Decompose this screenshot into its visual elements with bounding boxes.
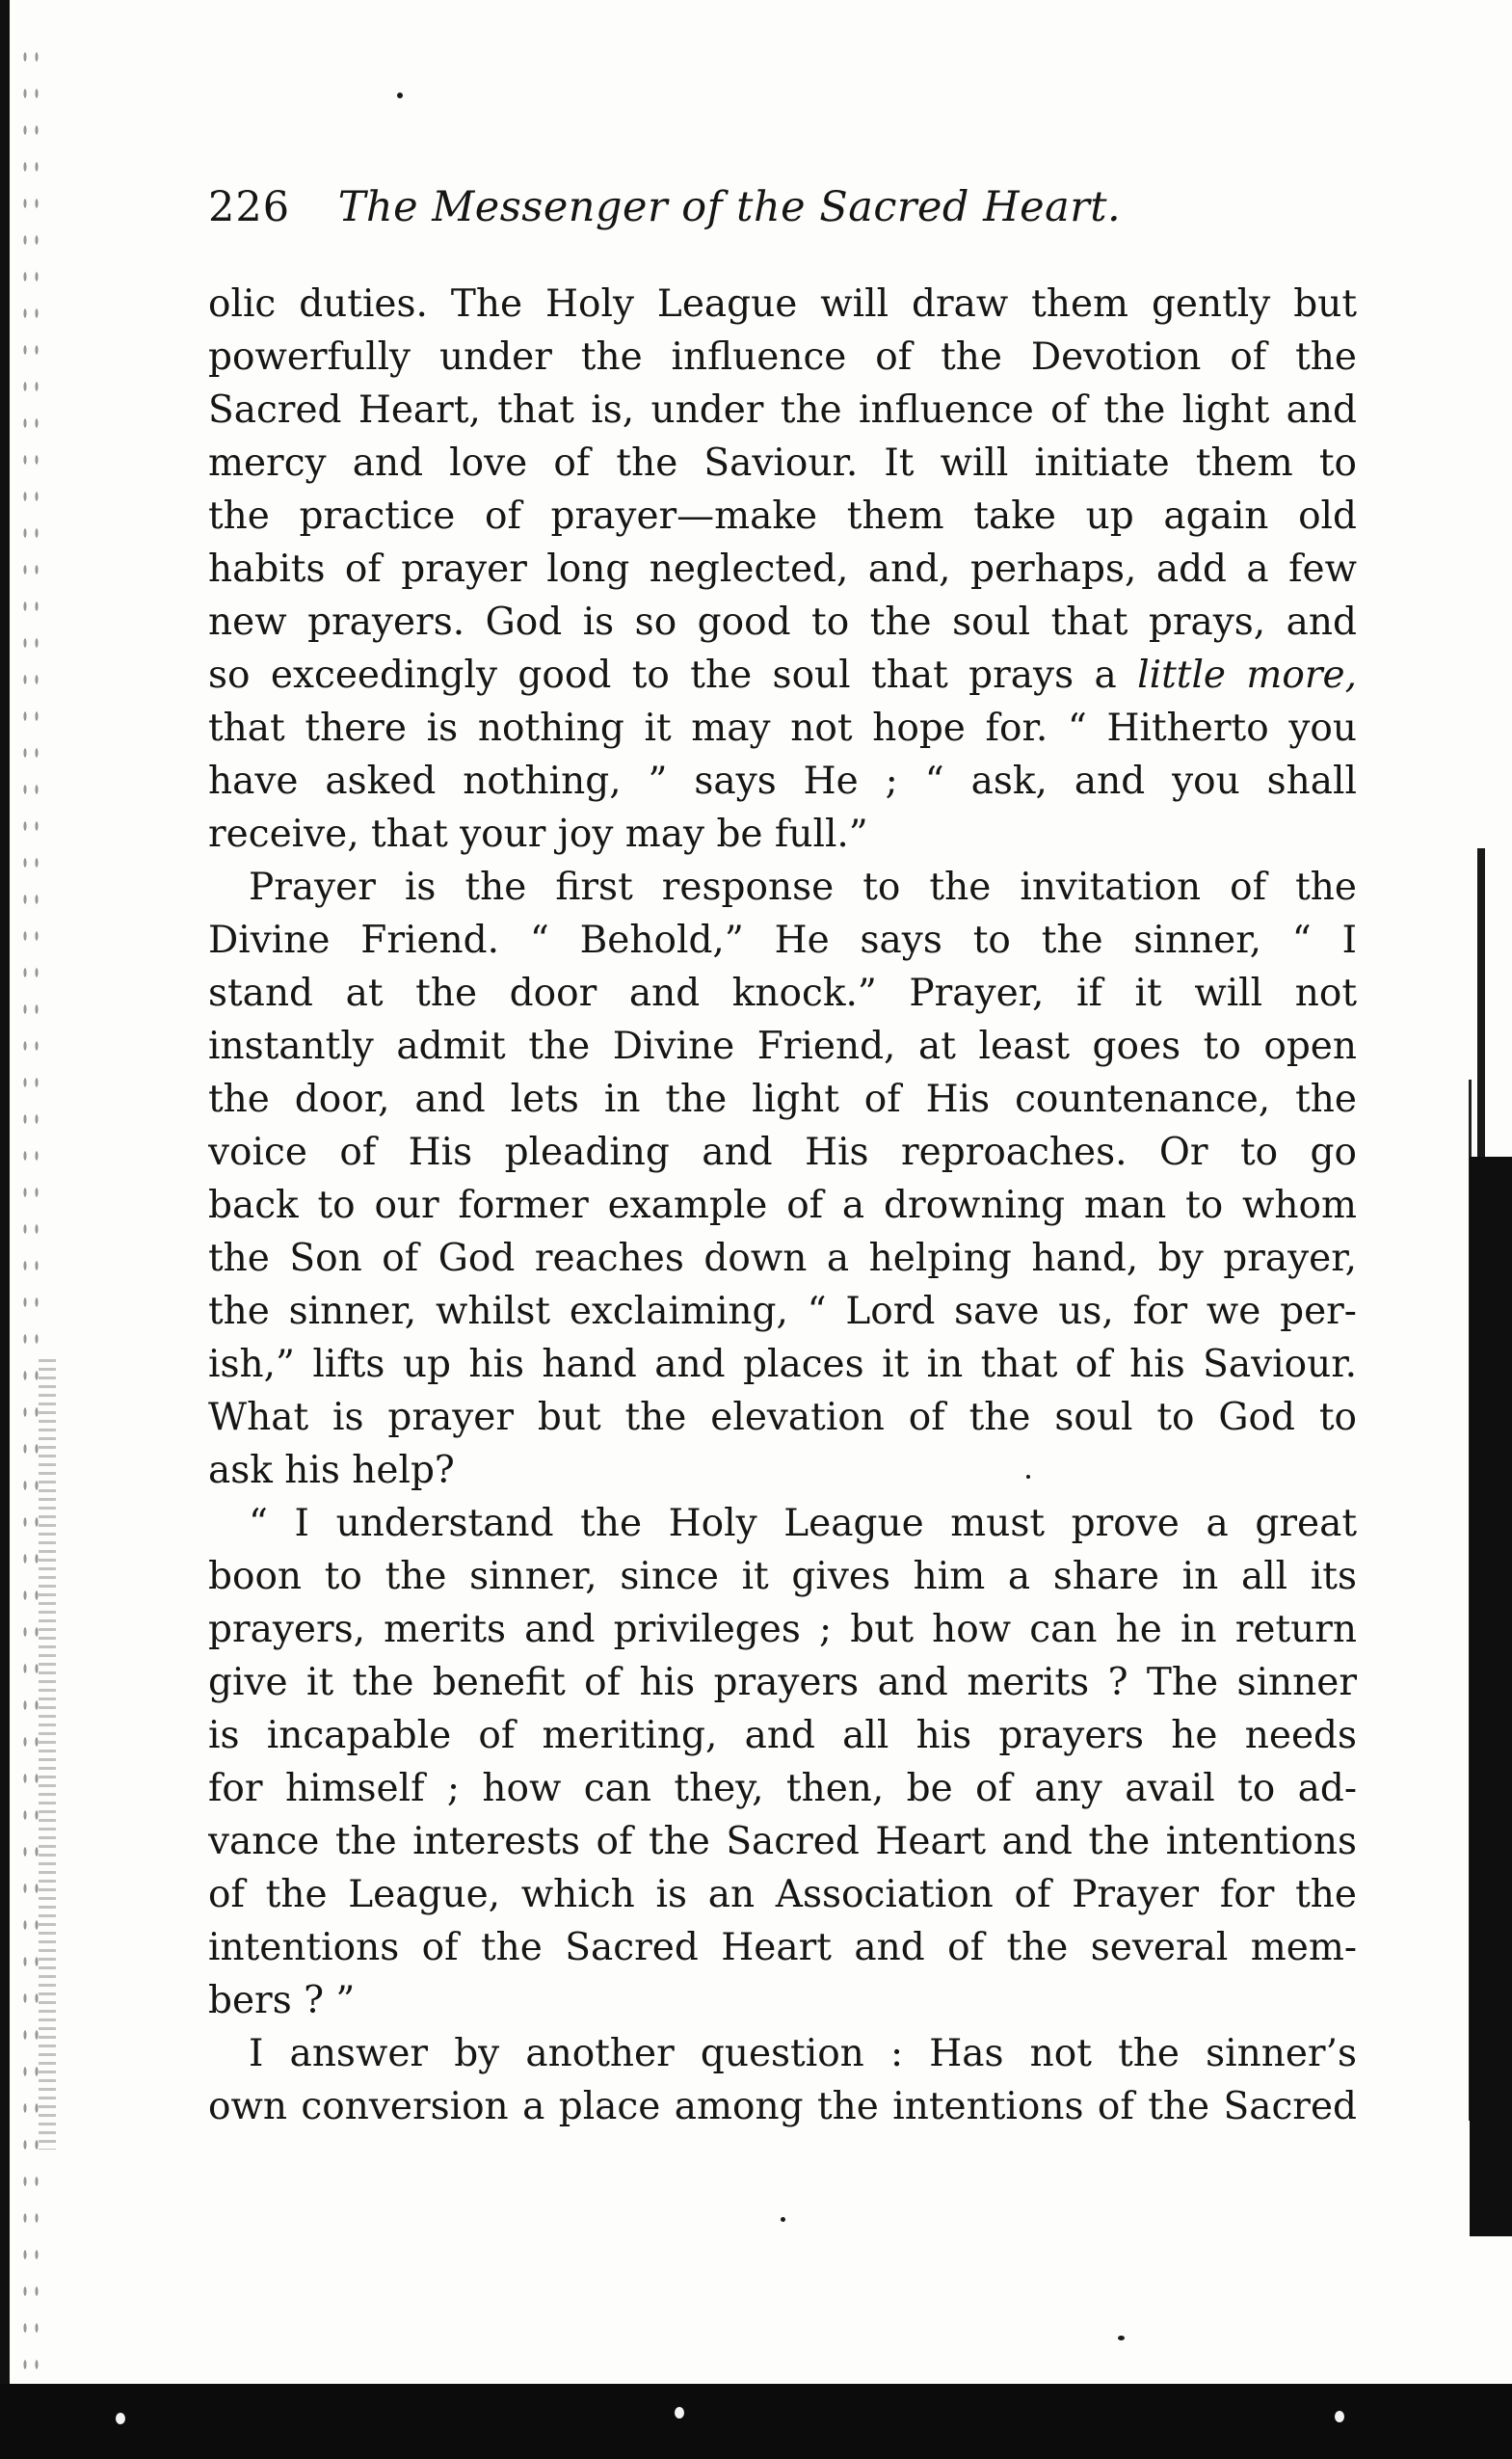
text-line: Sacred Heart, that is, under the influence of the light and [208,388,1357,432]
text-line: the practice of prayer—make them take up again old [208,494,1357,538]
text-line: What is prayer but the elevation of the soul to God to [208,1396,1357,1439]
text-run: so exceedingly good to the soul that prays a [208,654,1138,697]
scan-bottom-speck [675,2407,684,2419]
scan-bottom-speck [1335,2411,1344,2422]
text-line: Divine Friend. “ Behold,” He says to the sinner, “ I [208,919,1357,962]
body-text [208,278,1357,2133]
running-header [208,183,1365,251]
text-line: ish,” lifts up his hand and places it in that of his Saviour. [208,1343,1357,1386]
text-line: bers ? ” [208,1979,356,2022]
text-line: for himself ; how can they, then, be of any avail to ad- [208,1767,1357,1810]
text-line: new prayers. God is so good to the soul that prays, and [208,601,1357,644]
text-line: Prayer is the first response to the invitation of the [249,866,1357,909]
text-line: the sinner, whilst exclaiming, “ Lord save us, for we per- [208,1290,1357,1333]
text-line: back to our former example of a drowning man to whom [208,1184,1357,1227]
paragraph [208,861,1357,1497]
text-line: olic duties. The Holy League will draw them gently but [208,282,1357,326]
text-line: is incapable of meriting, and all his prayers he needs [208,1714,1357,1757]
text-line: boon to the sinner, since it gives him a share in all its [208,1555,1357,1598]
paragraph [208,278,1357,861]
text-line: of the League, which is an Association of Prayer for the [208,1873,1357,1916]
scan-left-edge [0,0,10,2459]
text-line: prayers, merits and privileges ; but how can he in return [208,1608,1357,1651]
text-line: powerfully under the influence of the Devotion of the [208,335,1357,379]
scan-speck [397,93,403,98]
text-line: “ I understand the Holy League must prove a great [249,1502,1357,1545]
scan-bottom-edge [0,2384,1512,2459]
scan-right-edge [1470,1157,1512,2236]
text-line: voice of His pleading and His reproaches. Or to go [208,1131,1357,1174]
text-line: intentions of the Sacred Heart and of the several mem- [208,1926,1357,1969]
page-number: 226 [208,183,291,231]
text-line: vance the interests of the Sacred Heart and the intentions [208,1820,1357,1863]
text-line: have asked nothing, ” says He ; “ ask, and you shall [208,760,1357,803]
text-line: the door, and lets in the light of His countenance, the [208,1078,1357,1121]
running-title: The Messenger of the Sacred Heart. [337,183,1122,231]
text-line: ask his help? [208,1449,455,1492]
scan-bottom-speck [116,2413,125,2424]
text-line: receive, that your joy may be full.” [208,813,868,856]
text-line: I answer by another question : Has not the sinner’s [249,2032,1357,2075]
text-line: that there is nothing it may not hope for. “ Hitherto you [208,707,1357,750]
paragraph [208,1497,1357,2027]
text-line [208,649,1357,702]
italic-emphasis: little more, [1137,654,1357,697]
text-line: mercy and love of the Saviour. It will initiate them to [208,441,1357,485]
scan-speck [781,2217,785,2222]
text-line: stand at the door and knock.” Prayer, if it will not [208,972,1357,1015]
text-line: habits of prayer long neglected, and, perhaps, add a few [208,548,1357,591]
paragraph [208,2027,1357,2133]
text-line: give it the benefit of his prayers and merits ? The sinner [208,1661,1357,1704]
scan-speck [1118,2336,1125,2340]
text-line: instantly admit the Divine Friend, at least goes to open [208,1025,1357,1068]
text-line: own conversion a place among the intentions of the Sacred [208,2085,1357,2128]
scan-left-margin-streak [39,1359,56,2150]
text-line: the Son of God reaches down a helping hand, by prayer, [208,1237,1357,1280]
